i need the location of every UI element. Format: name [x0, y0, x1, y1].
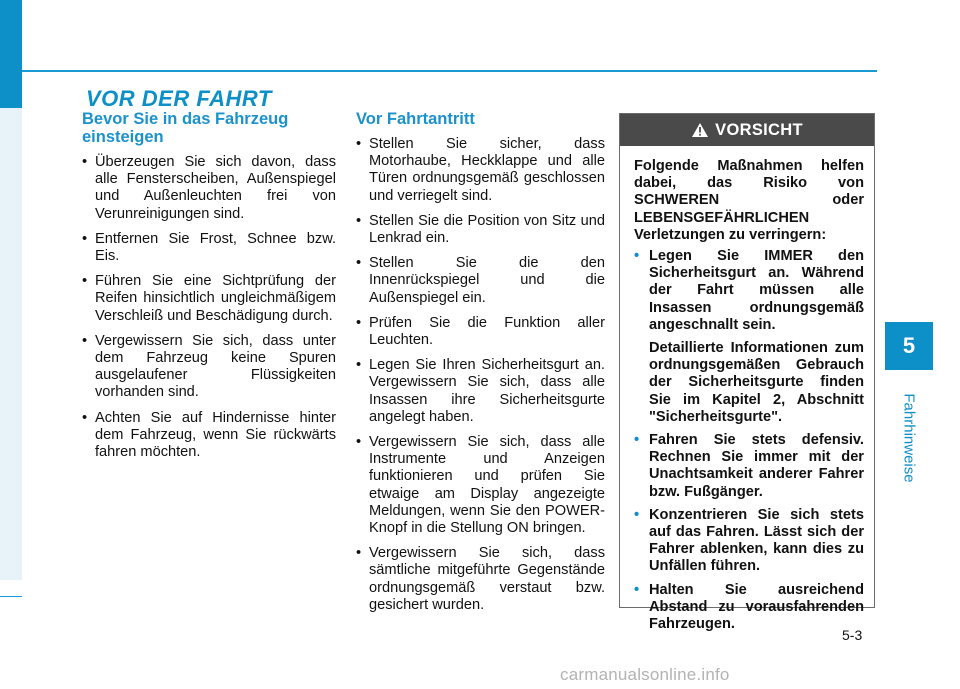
caution-list	[634, 248, 864, 633]
section-before-entering	[78, 110, 336, 469]
list-item: • Vergewissern Sie sich, dass alle Instrumente und Anzeigen funktionieren und prüfen Sie etwaige am Display angezeigte Meldungen, wenn Sie den POWER-Knopf in die Stellung ON bringen.	[352, 434, 605, 537]
caution-item-note: Detaillierte Informationen zum ordnungsgemäßen Gebrauch der Sicherheitsgurte finden Sie im Kapitel 2, Abschnitt "Sicherheitsgurte".	[649, 340, 864, 425]
left-bottom-rule	[0, 596, 22, 597]
list-item: • Achten Sie auf Hindernisse hinter dem Fahrzeug, wenn Sie rückwärts fahren möchten.	[78, 410, 336, 462]
list-item: • Prüfen Sie die Funktion aller Leuchten.	[352, 315, 605, 349]
chapter-number-badge[interactable]: 5	[885, 322, 933, 370]
checklist	[78, 154, 336, 461]
caution-label: VORSICHT	[715, 120, 803, 139]
caution-item: • Konzentrieren Sie sich stets auf das Fahren. Lässt sich der Fahrer ablenken, kann dies zu Unfällen führen.	[634, 507, 864, 576]
caution-box	[619, 113, 875, 633]
section-heading: Bevor Sie in das Fahrzeug einsteigen	[82, 110, 289, 146]
list-item: • Vergewissern Sie sich, dass unter dem Fahrzeug keine Spuren ausgelaufener Flüssigkeiten vorhanden sind.	[78, 333, 336, 402]
watermark: carmanualsonline.info	[560, 665, 730, 684]
section-before-driving	[352, 110, 605, 622]
warning-triangle-icon	[691, 122, 709, 138]
chapter-name[interactable]: Fahrhinweise	[900, 393, 918, 483]
caution-intro: Folgende Maßnahmen helfen dabei, das Risiko von SCHWEREN oder LEBENSGEFÄHRLICHEN Verletzungen zu verringern:	[634, 158, 864, 243]
page-number: 5-3	[842, 627, 863, 643]
caution-item-text: Legen Sie IMMER den Sicherheitsgurt an. Während der Fahrt müssen alle Insassen ordnungsgemäß angeschnallt sein.	[649, 248, 864, 333]
caution-item: • Halten Sie ausreichend Abstand zu vorausfahrenden Fahrzeugen.	[634, 582, 864, 634]
list-item: • Führen Sie eine Sichtprüfung der Reifen hinsichtlich ungleichmäßigem Verschleiß und Beschädigung durch.	[78, 273, 336, 325]
list-item: • Vergewissern Sie sich, dass sämtliche mitgeführte Gegenstände ordnungsgemäß verstaut bzw. gesichert wurden.	[352, 545, 605, 614]
list-item: • Stellen Sie die den Innenrückspiegel und die Außenspiegel ein.	[352, 255, 605, 307]
left-accent-bar	[0, 0, 22, 108]
caution-item: • Fahren Sie stets defensiv. Rechnen Sie immer mit der Unachtsamkeit anderer Fahrer bzw. Fußgänger.	[634, 432, 864, 501]
list-item: • Legen Sie Ihren Sicherheitsgurt an. Vergewissern Sie sich, dass alle Insassen ihre Sicherheitsgurte angelegt haben.	[352, 357, 605, 426]
caution-item	[634, 248, 864, 426]
page-title: VOR DER FAHRT	[86, 86, 272, 111]
list-item: • Entfernen Sie Frost, Schnee bzw. Eis.	[78, 231, 336, 265]
checklist	[352, 136, 605, 614]
list-item: • Stellen Sie die Position von Sitz und Lenkrad ein.	[352, 213, 605, 247]
caution-header	[620, 114, 874, 146]
list-item: • Überzeugen Sie sich davon, dass alle Fensterscheiben, Außenspiegel und Außenleuchten frei von Verunreinigungen sind.	[78, 154, 336, 223]
caution-body	[620, 146, 874, 633]
header-rule	[22, 70, 877, 72]
section-heading: Vor Fahrtantritt	[356, 110, 475, 128]
list-item: • Stellen Sie sicher, dass Motorhaube, Heckklappe und alle Türen ordnungsgemäß geschlossen und verriegelt sind.	[352, 136, 605, 205]
